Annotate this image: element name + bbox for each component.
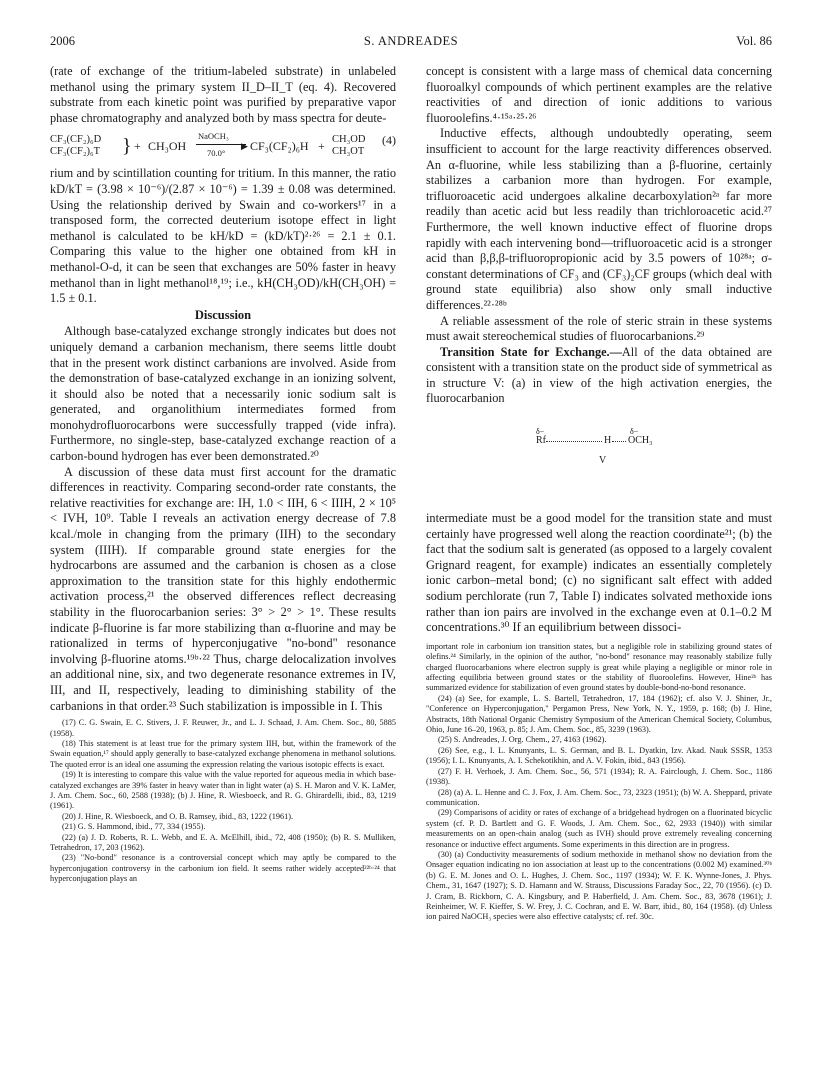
footnotes [426, 642, 772, 923]
footnote: (23) "No-bond" resonance is a controversial concept which may aptly be compared to the hyperconjugation controversy in the carbonium ion field. It seems rather widely accepted²²ᵇ·²⁴ that hyperconjugation plays an [50, 853, 396, 884]
equation-term: CF₃(CF₂)₆H [250, 139, 309, 154]
footnote: (25) S. Andreades, J. Org. Chem., 27, 4163 (1962). [438, 735, 607, 745]
runin-heading: Transition State for Exchange.— [440, 344, 622, 359]
equation-products [332, 134, 365, 158]
running-header [50, 34, 772, 52]
paragraph: (rate of exchange of the tritium-labeled substrate) in unlabeled methanol using the primary system II_D–II_T (eq. 4). Recovered substrate from each kinetic point was purified by preparative vapor phase chromatography and analyzed both by mass spectra for deute- [50, 64, 396, 125]
partial-charge: δ− [536, 427, 545, 437]
equation-plus: + [318, 139, 325, 154]
footnote: (19) It is interesting to compare this value with the value reported for aqueous media in which base-catalyzed exchanges are 39% faster in heavy water than in light water (a) S. H. Maron and V. K. LaMer, J. Am. Chem. Soc., 60, 2588 (1938); (b) J. Hine, R. Wiesboeck, and R. G. Ghirardelli, ibid., 83, 1219 (1961). [50, 770, 396, 811]
paragraph: concept is consistent with a large mass of chemical data concerning fluoroalkyl compounds of which pertinent examples are the relative reactivities of and direction of ionic additions to various fluoroolefins.⁴·¹⁵ᵃ·²⁵·²⁶ [426, 64, 772, 125]
structure-v [426, 413, 772, 505]
equation-temperature: 70.0° [207, 148, 226, 159]
footnotes [50, 718, 396, 885]
equation-4 [50, 130, 396, 164]
footnote: (21) G. S. Hammond, ibid., 77, 334 (1955). [62, 822, 206, 832]
equation-catalyst: NaOCH₃ [198, 131, 229, 142]
paragraph: A discussion of these data must first account for the dramatic differences in reactivity. Comparing second-order rate constants, the relative reactivities for exchange are: IH, 1.0 < IIH, 6 < IIIH, 2 × 10⁵ < IVH, 10⁹. Table I reveals an activation energy decrease of 7.8 kcal./mole in changing from the primary (IIH) to the secondary system (IIIH). If comparable ground state energies for the hydrocarbons are assumed and the carbanion is chosen as a close approximation to the transition state for this highly endothermic activation process,²¹ the observed differences reflect decreasing stability in the fluorocarbanion series: 3° > 2° > 1°. These results indicate β-fluorine is far more stabilizing than α-fluorine and may be rationalized in terms of hyperconjugative "no-bond" resonance involving β-fluorine atoms.¹⁹ᵇ·²² Thus, charge delocalization involves an additional nine, six, and two degenerate resonance extremes in IV, III, and II, respectively, leading to diminishing stability of the carbanions in that order.²³ Such stabilization is impossible in I. This [50, 464, 396, 713]
brace-symbol: } [122, 135, 132, 158]
footnote: (30) (a) Conductivity measurements of sodium methoxide in methanol show no deviation from the Onsager equation indicating no ion association at least up to the concentrations (0.002 M) examined.³⁰ᵇ (b) G. E. M. Jones and O. L. Hughes, J. Chem. Soc., 1197 (1934); W. F. K. Wynne-Jones, J. Phys. Chem., 31, 1647 (1927); S. D. Hamann and W. Strauss, Discussions Faraday Soc., 22, 70 (1956). (c) D. J. Cram, B. Rickborn, C. A. Kingsbury, and P. Haberfield, J. Am. Chem. Soc., 83, 3678 (1961); J. Reinheimer, W. F. Kieffer, S. W. Frey, J. C. Cochran, and E. W. Barr, ibid., 80, 164 (1958). (d) Unless ion paired NaOCH₃ species were also effective catalysts; cf. ref. 30c. [426, 849, 772, 922]
footnote: (17) C. G. Swain, E. C. Stivers, J. F. Reuwer, Jr., and L. J. Schaad, J. Am. Chem. Soc., 80, 5885 (1958). [50, 718, 396, 738]
page-number: 2006 [50, 34, 75, 48]
partial-bond [546, 441, 602, 442]
equation-plus: + [134, 139, 141, 154]
volume-label: Vol. 86 [736, 34, 772, 48]
equation-term: CH₃OD [332, 134, 366, 146]
footnote: (22) (a) J. D. Roberts, R. L. Webb, and E. A. McElhill, ibid., 72, 408 (1950); (b) R. S. Mulliken, Tetrahedron, 17, 203 (1962). [50, 832, 396, 853]
paragraph [426, 345, 772, 407]
paragraph: Inductive effects, although undoubtedly operating, seem insufficient to account for the large reactivity differences observed. An α-fluorine, while less stabilizing than a β-fluorine, certainly stabilizes a carbanion more than hydrogen. For example, trifluoroacetic acid undergoes alkaline decarboxylation²ᵃ far more readily than acetic acid but less readily than trichloroacetic acid.²⁷ Furthermore, the well known inductive effect of fluorine drops rapidly with each intervening bond—trifluoroacetic acid is a stronger acid than β,β,β-trifluoropropionic acid by 3.5 powers of 10²⁸ᵃ; σ-constant determinations of CF₃ and (CF₃)₂CF groups (which deal with ground state equilibria) also show only small inductive differences.²²·²⁸ᵇ [426, 126, 772, 312]
footnote: (29) Comparisons of acidity or rates of exchange of a bridgehead hydrogen on a fluorinated bicyclic system (cf. P. D. Bartlett and G. F. Woods, J. Am. Chem. Soc., 62, 2933 (1940)) with similar measurements on an open-chain analog (such as IVH) should prove extremely revealing concerning resonance or inductive effect arguments. Some experiments in this direction are in progress. [426, 808, 772, 849]
equation-term: CH₃OH [148, 139, 187, 154]
equation-reactant-isotopes [50, 134, 101, 158]
paragraph: rium and by scintillation counting for tritium. In this manner, the ratio kD/kT = (3.98 × 10⁻⁶)/(2.87 × 10⁻⁶) = 1.39 ± 0.08 was determined. Using the relationship derived by Swain and co-workers¹⁷ in a transposed form, the corrected deuterium isotope effect in light methanol is calculated to be kH/kD = (kD/kT)²·²⁶ = 2.1 ± 0.1. Comparing this value to the higher one obtained from kH in methanol-O-d, it can be seen that exchanges are 50% faster in heavy methanol than in light methanol¹⁸,¹⁹; i.e., kH(CH₃OD)/kH(CH₃OH) = 1.5 ± 0.1. [50, 166, 396, 306]
footnote: (27) F. H. Verhoek, J. Am. Chem. Soc., 56, 571 (1934); R. A. Fairclough, J. Chem. Soc., 1186 (1938). [426, 766, 772, 787]
footnote: (18) This statement is at least true for the primary system IIH, but, within the framework of the Swain equation,¹⁷ should apply generally to base-catalyzed exchange phenomena in methanol solutions. The quoted error is an ideal one assuming the expression relating the various isotopic effects is exact. [50, 738, 396, 769]
paragraph: Although base-catalyzed exchange strongly indicates but does not uniquely demand a carbanion mechanism, there seems little doubt that in the present work distinct carbanions are involved. Aside from the demonstration of base-catalyzed exchange in an ionizing solvent, it should also be noted that a necessarily ionic sodium salt is generated, and organolithium intermediates formed from monohydrofluorocarbons were successfully trapped (vide infra). Furthermore, no single-step, base-catalyzed exchange reaction of a carbon-bound hydrogen has ever been demonstrated.²⁰ [50, 324, 396, 464]
partial-charge: δ− [630, 427, 639, 437]
footnote: (24) (a) See, for example, L. S. Bartell, Tetrahedron, 17, 184 (1962); cf. also V. J. Shiner, Jr., "Conference on Hyperconjugation," Pergamon Press, New York, N. Y., 1959, p. 168; (b) J. Hine, Abstracts, 18th National Organic Chemistry Symposium of the American Chemical Society, Columbus, Ohio, June 16–20, 1963, p. 85; J. Am. Chem. Soc., 85, 3239 (1963). [426, 693, 772, 735]
partial-bond [612, 441, 626, 442]
paragraph: intermediate must be a good model for the transition state and must certainly have progressed well along the reaction coordinate²¹; (b) the fact that the sodium salt is generated (as opposed to a largely covalent Grignard reagent, for example) indicates an essentially completely ionic carbon–metal bond; (c) no significant salt effect with added sodium perchlorate (run 7, Table I) indicates solvated methoxide ions rather than ion pairs are involved in the exchange even at 0.1–0.2 M concentrations.³⁰ If an equilibrium between dissoci- [426, 511, 772, 635]
structure-label: V [599, 455, 607, 467]
footnote-continuation: important role in carbonium ion transition states, but a negligible role in stabilizing ground states of olefins.²⁴ Similarly, in the opinion of the author, "no-bond" resonance may reasonably stabilize fully charged fluorocarbanions where electron supply is great while playing a negligible or minor role in affecting equilibria between ground states or the stability of fluoroolefins. However, Hine²ᵇ has summarized evidence for stabilization of even ground states by double-bond-no-bond resonance. [426, 641, 772, 693]
arrowhead-icon: ▶ [241, 141, 248, 152]
structure-atom: OCH₃ [628, 435, 653, 447]
running-author: S. ANDREADES [363, 34, 459, 48]
paragraph: A reliable assessment of the role of steric strain in these systems must await stereochemical studies of fluorocarbanions.²⁹ [426, 313, 772, 344]
equation-term: CH₃OT [332, 146, 365, 158]
left-column [50, 64, 396, 885]
reaction-arrow [196, 144, 246, 145]
footnote: (26) See, e.g., I. L. Knunyants, L. S. German, and B. L. Dyatkin, Izv. Akad. Nauk SSSR, 1353 (1956); I. L. Knunyants, A. I. Schekotikhin, and A. V. Fokin, ibid., 843 (1956). [426, 745, 772, 766]
section-heading: Discussion [194, 307, 252, 322]
equation-number: (4) [382, 133, 396, 148]
footnote: (28) (a) A. L. Henne and C. J. Fox, J. Am. Chem. Soc., 73, 2323 (1951); (b) W. A. Sheppard, private communication. [426, 787, 772, 807]
equation-term: CF₃(CF₂)₆D [50, 134, 102, 146]
right-column [426, 64, 772, 923]
structure-atom: H [604, 435, 612, 447]
paragraph-text: All of the data obtained are consistent with a transition state on the product side of symmetrical as in structure V: (a) in view of the high activation energies, the fluorocarbanion [426, 344, 772, 406]
equation-term: CF₃(CF₂)₆T [50, 146, 101, 158]
footnote: (20) J. Hine, R. Wiesboeck, and O. B. Ramsey, ibid., 83, 1222 (1961). [62, 811, 294, 821]
structure-atom: Rf [536, 435, 546, 447]
